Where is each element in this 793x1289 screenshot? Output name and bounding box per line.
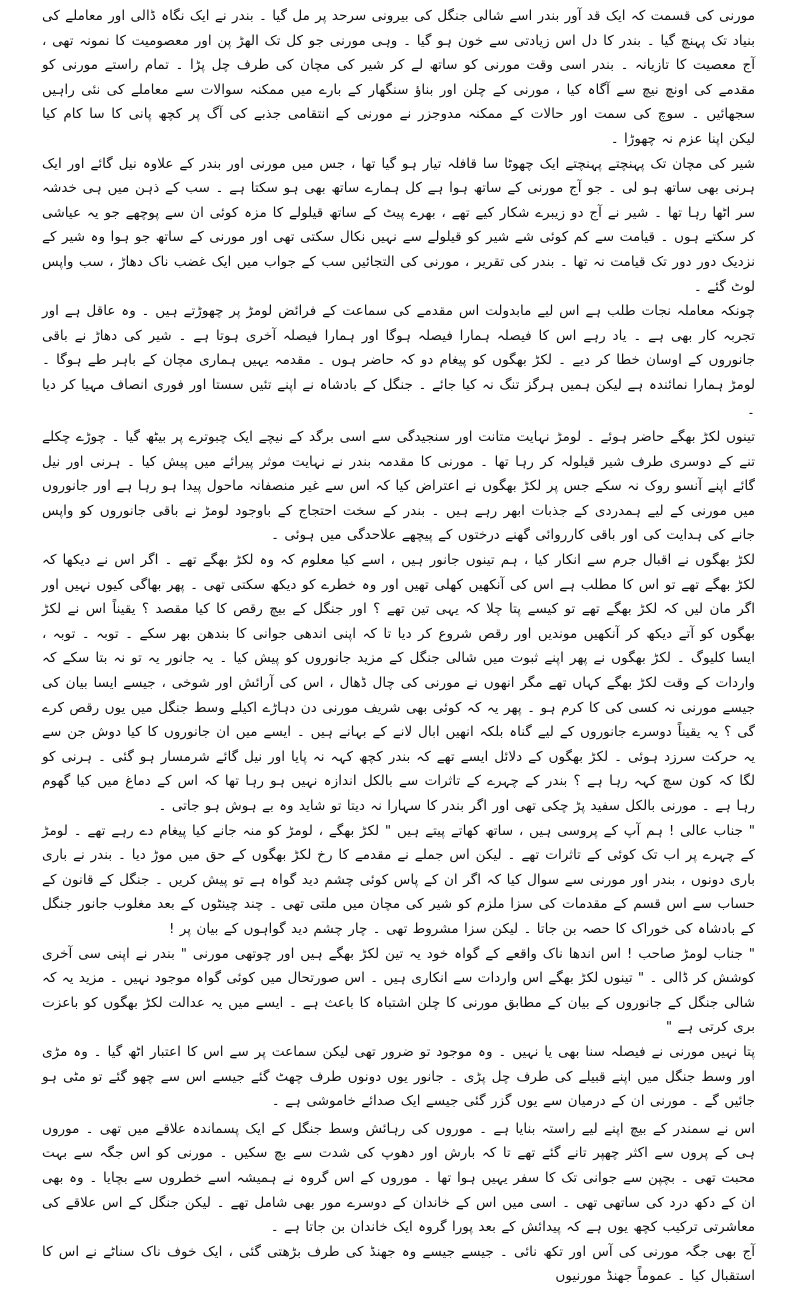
paragraph-1: مورنی کی قسمت کہ ایک قد آور بندر اسے شالی جنگل کی بیرونی سرحد پر مل گیا ۔ بندر نے ایک نگاہ ڈالی اور معاملے کی بنیاد تک پہنچ گیا ۔ بندر کا دل اس زیادتی سے خون ہو گیا ۔ وہی مورنی جو کل تک الھڑ پن اور معصومیت کا نمونہ تھی ، آج معصیت کا تازیانہ ۔ بندر اسی وقت مورنی کو ساتھ لے کر شیر کی مچان کی طرف چل پڑا ۔ تمام راستے مورنی کو مقدمے کی اونچ نیچ سے آگاہ کیا ، مورنی کے چلن اور بناؤ سنگھار کے بارے میں ممکنہ سوالات سے معاملے کی نئی راہیں سجھائیں ۔ سوچ کی سمت اور حالات کے ممکنہ مدوجزر نے مورنی کے انتقامی جذبے کی آگ پر کچھ پانی کا سا کام کیا لیکن اپنا عزم نہ چھوڑا ۔ xyxy=(42,8,755,147)
paragraph-3: چونکہ معاملہ نجات طلب ہے اس لیے مابدولت اس مقدمے کی سماعت کے فرائض لومڑ پر چھوڑتے ہیں ۔ وہ عاقل ہے اور تجربہ کار بھی ہے ۔ یاد رہے اس کا فیصلہ ہمارا فیصلہ ہوگا اور ہمارا فیصلہ آخری ہوتا ہے ۔ شیر کی دھاڑ نے باقی جانوروں کے اوسان خطا کر دیے ۔ لکڑ بھگوں کو پیغام دو کہ حاضر ہوں ۔ مقدمہ یہیں ہماری مچان کے باہر طے ہوگا ۔ لومڑ ہمارا نمائندہ ہے لیکن ہمیں ہرگز تنگ نہ کیا جائے ۔ جنگل کے بادشاہ نے اپنے تئیں سستا اور فوری انصاف مہیا کر دیا ۔ xyxy=(42,303,755,418)
paragraph-4: تینوں لکڑ بھگے حاضر ہوئے ۔ لومڑ نہایت متانت اور سنجیدگی سے اسی برگد کے نیچے ایک چبوترے پر بیٹھ گیا ۔ چوڑے چکلے تنے کے دوسری طرف شیر قیلولہ کر رہا تھا ۔ مورنی کا مقدمہ بندر نے نہایت موثر پیرائے میں پیش کیا ۔ ہرنی اور نیل گائے اپنے آنسو روک نہ سکے جس پر لکڑ بھگوں نے اعتراض کیا کہ اس سے غیر منصفانہ ماحول پیدا ہو رہا ہے اور جانوروں میں مورنی کے لیے ہمدردی کے جذبات ابھر رہے ہیں ۔ بندر کے سخت احتجاج کے باوجود لومڑ نے باقی جانوروں کو واپس جانے کی ہدایت کی اور باقی کارروائی گھنے درختوں کے پیچھے علاحدگی میں ہوئی ۔ xyxy=(42,429,755,544)
paragraph-2: شیر کی مچان تک پہنچتے پہنچتے ایک چھوٹا سا قافلہ تیار ہو گیا تھا ، جس میں مورنی اور بندر کے علاوہ نیل گائے اور ایک ہرنی بھی ساتھ ہو لی ۔ جو آج مورنی کے ساتھ ہوا ہے کل ہمارے ساتھ بھی ہو سکتا ہے ۔ سب کے ذہن میں ہی خدشہ سر اٹھا رہا تھا ۔ شیر نے آج دو زیبرے شکار کیے تھے ، بھرے پیٹ کے ساتھ قیلولے کا مزہ کوئی ان سے پوچھے جو یہ عیاشی کر سکتے ہوں ۔ قیامت سے کم کوئی شے شیر کو قیلولے سے نہیں نکال سکتی تھی اور مورنی کے ساتھ جو ہوا وہ شیر کے نزدیک دور دور تک قیامت نہ تھا ۔ بندر کی تقریر ، مورنی کی التجائیں سب کے جواب میں ایک غضب ناک دھاڑ ، سب واپس لوٹ گئے ۔ xyxy=(42,155,755,295)
paragraph-8: پتا نہیں مورنی نے فیصلہ سنا بھی یا نہیں ۔ وہ موجود تو ضرور تھی لیکن سماعت پر سے اس کا اعتبار اٹھ گیا ۔ وہ مڑی اور وسط جنگل میں اپنے قبیلے کی طرف چل پڑی ۔ جانور یوں دونوں طرف چھٹ گئے جیسے اس سے چھو گئے تو مٹی ہو جائیں گے ۔ مورنی ان کے درمیان سے یوں گزر گئی جیسے ایک صدائے خاموشی ہے ۔ xyxy=(42,1043,755,1110)
paragraph-9: اس نے سمندر کے بیچ اپنے لیے راستہ بنایا ہے ۔ موروں کی رہائش وسط جنگل کے ایک پسماندہ علاقے میں تھی ۔ موروں ہی کے پروں سے اکثر چھپر تانے گئے تھے تا کہ بارش اور دھوپ کی شدت سے بچ سکیں ۔ مورنی کو اس جگہ سے بہت محبت تھی ۔ بچپن سے جوانی تک کا سفر یہیں ہوا تھا ۔ موروں کے اس گروہ نے ہمیشہ اسے خطروں سے بچایا ۔ وہ بھی ان کے دکھ درد کی ساتھی تھی ۔ اسی میں اس کے خاندان کے دوسرے مور بھی شامل تھے ۔ لیکن جنگل کے اس علاقے کی معاشرتی ترکیب کچھ یوں ہے کہ پیدائش کے بعد پورا گروہ ایک خاندان بن جاتا ہے ۔ xyxy=(42,1120,755,1236)
paragraph-10: آج بھی جگہ مورنی کی آس اور تکھ نائی ۔ جیسے جیسے وہ جھنڈ کی طرف بڑھتی گئی ، ایک خوف ناک سناٹے نے اس کا استقبال کیا ۔ عموماً جھنڈ مورنیوں xyxy=(42,1243,755,1285)
paragraph-6: " جناب عالی ! ہم آپ کے پروسی ہیں ، ساتھ کھاتے پیتے ہیں " لکڑ بھگے ، لومڑ کو منہ جانے کیا پیغام دے رہے تھے ۔ لومڑ کے چہرے پر اب تک کوئی کے تاثرات تھے ۔ لیکن اس جملے نے مقدمے کا رخ لکڑ بھگوں کے حق میں موڑ دیا ۔ بندر نے باری باری دونوں ، بندر اور مورنی سے سوال کیا کہ اگر ان کے پاس کوئی چشم دید گواہ ہے تو پیش کریں ۔ جنگل کے قانون کے حساب سے اس قسم کے مقدمات کی سزا ملزم کو شیر کی مچان میں ملتی تھی ۔ چند چینٹوں کے بعد مغلوب جانور جنگل کے بادشاہ کی خوراک کا حصہ بن جاتا ۔ لیکن سزا مشروط تھی ۔ چار چشم دید گواہوں کے بیان پر ! xyxy=(42,822,755,937)
paragraph-5: لکڑ بھگوں نے اقبال جرم سے انکار کیا ، ہم تینوں جانور ہیں ، اسے کیا معلوم کہ وہ لکڑ بھگے تھے ۔ اگر اس نے دیکھا کہ لکڑ بھگے تھے تو اس کا مطلب ہے اس کی آنکھیں کھلی تھیں اور وہ خطرے کو دیکھ سکتی تھی ۔ پھر بھاگی کیوں نہیں اور اگر مان لیں کہ لکڑ بھگے تھے تو کیسے پتا چلا کہ یہی تین تھے ؟ اور جنگل کے بیچ رقص کا کیا مقصد ؟ یقیناً اس نے لکڑ بھگوں کو آتے دیکھ کر آنکھیں موندیں اور رقص شروع کر دیا تا کہ اپنی اندھی جوانی کا بندھن بھر سکے ۔ توبہ ۔ توبہ ، ایسا کلیوگ ۔ لکڑ بھگوں نے پھر اپنے ثبوت میں شالی جنگل کے مزید جانوروں کو پیش کیا ۔ یہ جانور یہ تو نہ بتا سکے کہ واردات کے وقت لکڑ بھگے کہاں تھے مگر انھوں نے مورنی کی چال ڈھال ، اس کی آرائش اور شوخی ، جیسے ایسا بیان کی جیسے مورنی نہ کسی کی کا کرم ہو ۔ پھر یہ کہ کوئی بھی شریف مورنی دن دہاڑے اکیلے وسط جنگل میں یوں رقص کرے گی ؟ یہ یقیناً دوسرے جانوروں کے لیے گناہ بلکہ انھیں ابال لانے کے بہانے ہیں ۔ ایسے میں ان جانوروں کا کیا دوش جن سے یہ حرکت سرزد ہوئی ۔ لکڑ بھگوں کے دلائل ایسے تھے کہ بندر کچھ کہہ نہ پایا اور نیل گائے شرمسار ہو گئی ۔ ہرنی کو لگا کہ کون سچ کہہ رہا ہے ؟ بندر کے چہرے کے تاثرات سے بالکل اندازہ نہیں ہو رہا تھا کہ اس کے دماغ میں کیا گھوم رہا ہے ۔ مورنی بالکل سفید پڑ چکی تھی اور اگر بندر کا سہارا نہ دیتا تو شاید وہ بے ہوش ہو جاتی ۔ xyxy=(42,552,755,814)
paragraph-7: " جناب لومڑ صاحب ! اس اندھا ناک واقعے کے گواہ خود یہ تین لکڑ بھگے ہیں اور چوتھی مورنی " بندر نے اپنی سی آخری کوشش کر ڈالی ۔ " تینوں لکڑ بھگے اس واردات سے انکاری ہیں ۔ اس صورتحال میں کوئی گواہ موجود نہیں ۔ مزید یہ کہ شالی جنگل کے جانوروں کے بیان کے مطابق مورنی کا چلن اشتباہ کا باعث ہے ۔ ایسے میں یہ عدالت لکڑ بھگوں کو باعزت بری کرتی ہے " xyxy=(42,945,755,1036)
